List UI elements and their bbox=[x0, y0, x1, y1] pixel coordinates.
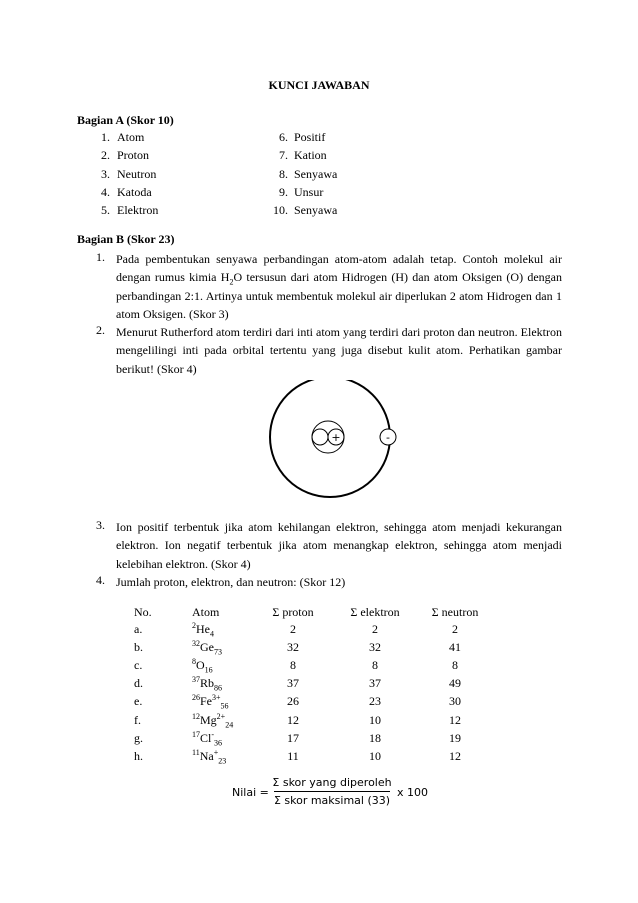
formula-lhs: Nilai = bbox=[232, 786, 269, 799]
formula-rhs: x 100 bbox=[397, 786, 429, 799]
mass-number: 12 bbox=[192, 711, 200, 721]
table-cell-neutron: 41 bbox=[449, 640, 461, 655]
answer-text: Katoda bbox=[117, 184, 152, 199]
answer-number: 4. bbox=[101, 184, 110, 199]
ion-charge: - bbox=[211, 729, 215, 739]
atomic-subscript: 73 bbox=[214, 647, 222, 657]
fraction-bar bbox=[274, 791, 390, 792]
table-header-no: No. bbox=[134, 605, 152, 619]
table-cell-no: a. bbox=[134, 622, 143, 636]
table-cell-electron: 37 bbox=[369, 676, 381, 691]
section-b-heading: Bagian B (Skor 23) bbox=[77, 232, 175, 246]
item-4-text: Jumlah proton, elektron, dan neutron: (Skor 12) bbox=[116, 575, 346, 589]
table-cell-neutron: 12 bbox=[449, 712, 461, 727]
answer-number: 9. bbox=[279, 184, 288, 199]
item-1-number: 1. bbox=[96, 250, 105, 264]
atomic-subscript: 4 bbox=[210, 629, 214, 639]
table-cell-proton: 37 bbox=[287, 676, 299, 691]
table-cell-electron: 2 bbox=[372, 622, 378, 636]
table-cell-neutron: 49 bbox=[449, 676, 461, 691]
element-symbol: Na bbox=[199, 748, 214, 763]
electron-orbit bbox=[270, 380, 390, 497]
answer-text: Senyawa bbox=[294, 166, 338, 181]
answer-text: Neutron bbox=[117, 166, 157, 181]
table-header-proton: Σ proton bbox=[272, 605, 314, 619]
table-cell-atom bbox=[192, 676, 222, 691]
electron-sign: - bbox=[386, 431, 390, 444]
answer-number: 6. bbox=[279, 130, 288, 144]
table-header-neutron: Σ neutron bbox=[431, 605, 479, 619]
table-cell-proton: 11 bbox=[287, 748, 299, 763]
table-cell-electron: 23 bbox=[369, 694, 381, 709]
table-header-electron: Σ elektron bbox=[350, 605, 400, 619]
item-3-text: Ion positif terbentuk jika atom kehilangan elektron, sehingga atom menjadi kekurangan elektron. Ion negatif terbentuk jika atom menangkap elektron, sehingga atom menjadi kelebihan elektron. (Skor 4) bbox=[116, 520, 562, 571]
atomic-subscript: 24 bbox=[225, 719, 234, 729]
table-cell-no: b. bbox=[134, 640, 143, 655]
table-cell-no: d. bbox=[134, 676, 143, 691]
answer-text: Proton bbox=[117, 148, 150, 163]
atomic-subscript: 23 bbox=[218, 756, 227, 766]
atomic-subscript: 56 bbox=[220, 701, 229, 711]
atom-diagram bbox=[250, 380, 410, 505]
answer-number: 2. bbox=[101, 148, 110, 163]
answer-text: Kation bbox=[294, 148, 327, 163]
formula-denominator: Σ skor maksimal (33) bbox=[273, 794, 391, 807]
table-cell-atom bbox=[192, 658, 213, 673]
element-symbol: O bbox=[196, 658, 205, 673]
item-2-number: 2. bbox=[96, 323, 105, 337]
table-cell-proton: 26 bbox=[287, 694, 299, 709]
mass-number: 37 bbox=[192, 675, 200, 685]
table-cell-neutron: 30 bbox=[449, 694, 461, 709]
mass-number: 2 bbox=[192, 621, 196, 630]
table-cell-electron: 8 bbox=[372, 658, 378, 673]
item-4-number: 4. bbox=[96, 573, 105, 587]
element-symbol: Fe bbox=[200, 694, 212, 709]
section-a-heading: Bagian A (Skor 10) bbox=[77, 113, 174, 127]
mass-number: 26 bbox=[192, 693, 200, 703]
atomic-subscript: 16 bbox=[204, 665, 213, 675]
table-cell-neutron: 2 bbox=[452, 622, 458, 636]
mass-number: 8 bbox=[192, 657, 196, 667]
table-cell-proton: 17 bbox=[287, 730, 299, 745]
item-2-text: Menurut Rutherford atom terdiri dari inti atom yang terdiri dari proton dan neutron. Elektron mengelilingi inti pada orbital tertentu yang juga disebut kulit atom. Perhatikan gambar berikut! (Skor 4) bbox=[116, 325, 562, 376]
table-cell-atom bbox=[192, 731, 222, 746]
mass-number: 32 bbox=[192, 639, 200, 649]
item-1-text: Pada pembentukan senyawa perbandingan atom-atom adalah tetap. Contoh molekul air dengan rumus kimia $H_2O$ tersusun dari atom Hidrogen (H) dan atom Oksigen (O) dengan perbandingan 2:1. Artinya untuk membentuk molekul air diperlukan 2 atom Hidrogen dan 1 atom Oksigen. (Skor 3) bbox=[116, 252, 562, 321]
page-title: KUNCI JAWABAN bbox=[268, 78, 370, 92]
element-symbol: He bbox=[196, 622, 210, 636]
answer-text: Elektron bbox=[117, 203, 159, 218]
ion-charge: 3+ bbox=[212, 693, 221, 703]
answer-number: 5. bbox=[101, 203, 110, 218]
answer-text: Positif bbox=[294, 130, 326, 144]
table-cell-proton: 32 bbox=[287, 640, 299, 655]
answer-number: 1. bbox=[101, 130, 110, 144]
table-cell-proton: 8 bbox=[290, 658, 296, 673]
answer-text: Unsur bbox=[294, 184, 324, 199]
table-cell-atom bbox=[192, 640, 222, 655]
answer-number: 3. bbox=[101, 166, 110, 181]
neutron bbox=[312, 429, 328, 445]
ion-charge: + bbox=[213, 747, 219, 757]
table-cell-proton: 2 bbox=[290, 622, 296, 636]
table-cell-no: e. bbox=[134, 694, 143, 709]
element-symbol: Mg bbox=[200, 712, 217, 727]
table-cell-electron: 32 bbox=[369, 640, 381, 655]
formula-numerator: Σ skor yang diperoleh bbox=[272, 776, 392, 789]
element-symbol: Rb bbox=[200, 676, 215, 691]
answer-number: 10. bbox=[273, 203, 288, 218]
element-symbol: Ge bbox=[200, 640, 214, 655]
mass-number: 11 bbox=[192, 747, 200, 757]
table-cell-no: f. bbox=[134, 712, 141, 727]
table-cell-atom bbox=[192, 694, 229, 709]
table-cell-no: h. bbox=[134, 748, 143, 763]
table-cell-neutron: 19 bbox=[449, 730, 461, 745]
answer-text: Atom bbox=[117, 130, 145, 144]
mass-number: 17 bbox=[192, 729, 200, 739]
table-cell-atom bbox=[192, 622, 214, 637]
table-cell-no: g. bbox=[134, 730, 143, 745]
element-symbol: Cl bbox=[200, 730, 212, 745]
answer-number: 8. bbox=[279, 166, 288, 181]
table-cell-neutron: 12 bbox=[449, 748, 461, 763]
table-cell-atom bbox=[192, 749, 226, 764]
item-3-number: 3. bbox=[96, 518, 105, 532]
table-cell-electron: 10 bbox=[369, 712, 381, 727]
answer-text: Senyawa bbox=[294, 203, 338, 218]
proton-sign: + bbox=[331, 431, 341, 444]
table-cell-atom bbox=[192, 713, 233, 728]
table-cell-proton: 12 bbox=[287, 712, 299, 727]
table-header-atom: Atom bbox=[192, 605, 220, 619]
table-cell-no: c. bbox=[134, 658, 143, 673]
atomic-subscript: 36 bbox=[214, 737, 223, 747]
atomic-subscript: 86 bbox=[214, 683, 223, 693]
answer-number: 7. bbox=[279, 148, 288, 163]
ion-charge: 2+ bbox=[216, 711, 226, 721]
table-cell-neutron: 8 bbox=[452, 658, 458, 673]
table-cell-electron: 18 bbox=[369, 730, 381, 745]
table-cell-electron: 10 bbox=[369, 748, 381, 763]
